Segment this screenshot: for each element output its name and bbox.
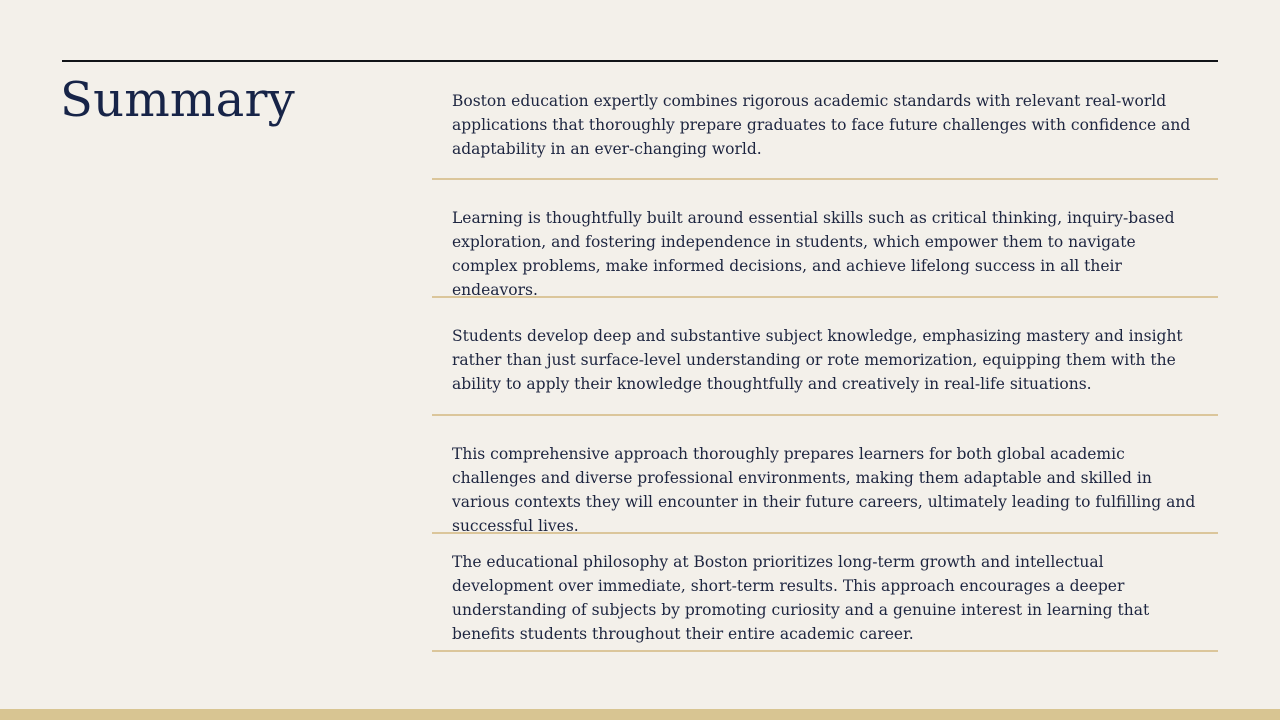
summary-item-text: Students develop deep and substantive subject knowledge, emphasizing mastery and insight rather than just surface-level understanding or rote memorization, equipping them with the ability to apply their knowledge thoughtfully and creatively in real-life situations. [452, 327, 1183, 393]
summary-item-text: Learning is thoughtfully built around essential skills such as critical thinking, inquiry-based exploration, and fostering independence in students, which empower them to navigate complex problems, make informed decisions, and achieve lifelong success in all their endeavors. [452, 209, 1175, 299]
summary-item [432, 534, 1218, 652]
slide-title: Summary [60, 72, 295, 128]
summary-item [432, 298, 1218, 416]
summary-item [432, 62, 1218, 180]
summary-list [432, 62, 1218, 652]
summary-item-text: This comprehensive approach thoroughly prepares learners for both global academic challenges and diverse professional environments, making them adaptable and skilled in various contexts they will encounter in their future careers, ultimately leading to fulfilling and successful lives. [452, 445, 1196, 535]
bottom-accent-band [0, 709, 1280, 720]
summary-item-text: Boston education expertly combines rigorous academic standards with relevant real-world applications that thoroughly prepare graduates to face future challenges with confidence and adaptability in an ever-changing world. [452, 92, 1191, 158]
summary-item [432, 416, 1218, 534]
summary-item [432, 180, 1218, 298]
summary-item-text: The educational philosophy at Boston prioritizes long-term growth and intellectual development over immediate, short-term results. This approach encourages a deeper understanding of subjects by promoting curiosity and a genuine interest in learning that benefits students throughout their entire academic career. [452, 553, 1150, 643]
